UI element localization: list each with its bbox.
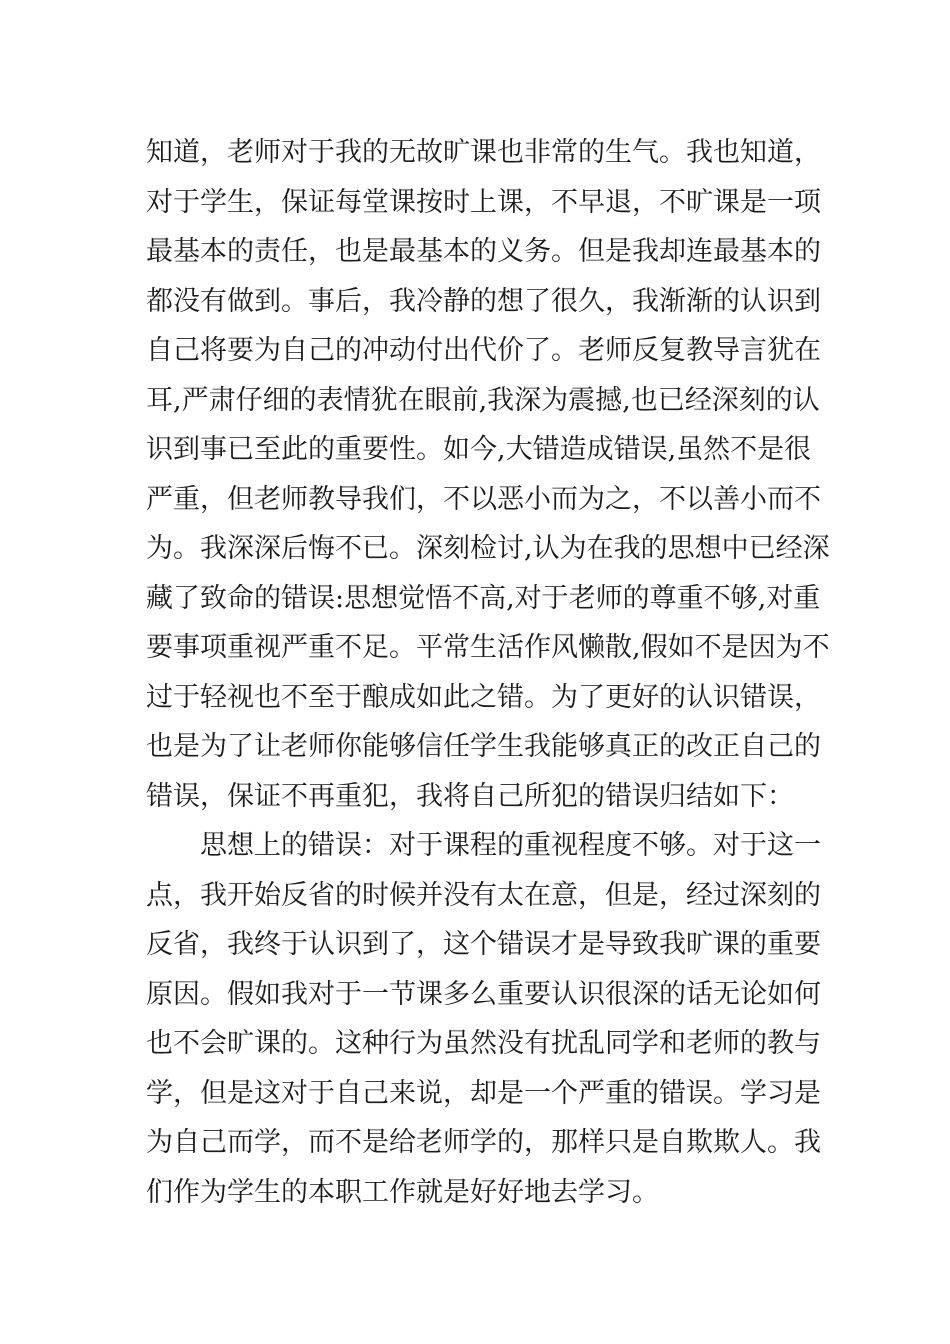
text-line: 藏了致命的错误:思想觉悟不高,对于老师的尊重不够,对重 (146, 582, 821, 614)
document-body (146, 128, 830, 1217)
text-line: 要事项重视严重不足。平常生活作风懒散,假如不是因为不 (146, 632, 830, 663)
text-line: 反省，我终于认识到了，这个错误才是导致我旷课的重要 (146, 929, 821, 960)
text-line: 识到事已至此的重要性。如今,大错造成错误,虽然不是很 (146, 434, 812, 465)
text-line: 也是为了让老师你能够信任学生我能够真正的改正自己的 (146, 731, 821, 762)
text-line: 们作为学生的本职工作就是好好地去学习。 (146, 1176, 659, 1208)
text-line: 耳,严肃仔细的表情犹在眼前,我深为震撼,也已经深刻的认 (146, 384, 820, 416)
text-line: 原因。假如我对于一节课多么重要认识很深的话无论如何 (146, 978, 821, 1010)
text-line: 为自己而学，而不是给老师学的，那样只是自欺欺人。我 (146, 1127, 821, 1158)
text-line: 都没有做到。事后，我冷静的想了很久，我渐渐的认识到 (146, 285, 821, 317)
text-line: 知道，老师对于我的无故旷课也非常的生气。我也知道， (146, 137, 821, 168)
paragraph-1 (146, 128, 830, 821)
text-line: 学，但是这对于自己来说，却是一个严重的错误。学习是 (146, 1077, 821, 1109)
text-line: 也不会旷课的。这种行为虽然没有扰乱同学和老师的教与 (146, 1028, 821, 1059)
text-line: 严重，但老师教导我们，不以恶小而为之，不以善小而不 (146, 483, 821, 515)
text-line: 过于轻视也不至于酿成如此之错。为了更好的认识错误， (146, 681, 821, 713)
text-line: 点，我开始反省的时候并没有太在意，但是，经过深刻的 (146, 879, 821, 911)
paragraph-2 (146, 821, 821, 1217)
text-line: 思想上的错误：对于课程的重视程度不够。对于这一 (200, 830, 821, 861)
text-line: 错误，保证不再重犯，我将自己所犯的错误归结如下： (146, 780, 794, 812)
text-line: 最基本的责任，也是最基本的义务。但是我却连最基本的 (146, 236, 821, 267)
text-line: 自己将要为自己的冲动付出代价了。老师反复教导言犹在 (146, 335, 821, 366)
text-line: 为。我深深后悔不已。深刻检讨,认为在我的思想中已经深 (146, 533, 830, 564)
text-line: 对于学生，保证每堂课按时上课，不早退，不旷课是一项 (146, 186, 821, 218)
